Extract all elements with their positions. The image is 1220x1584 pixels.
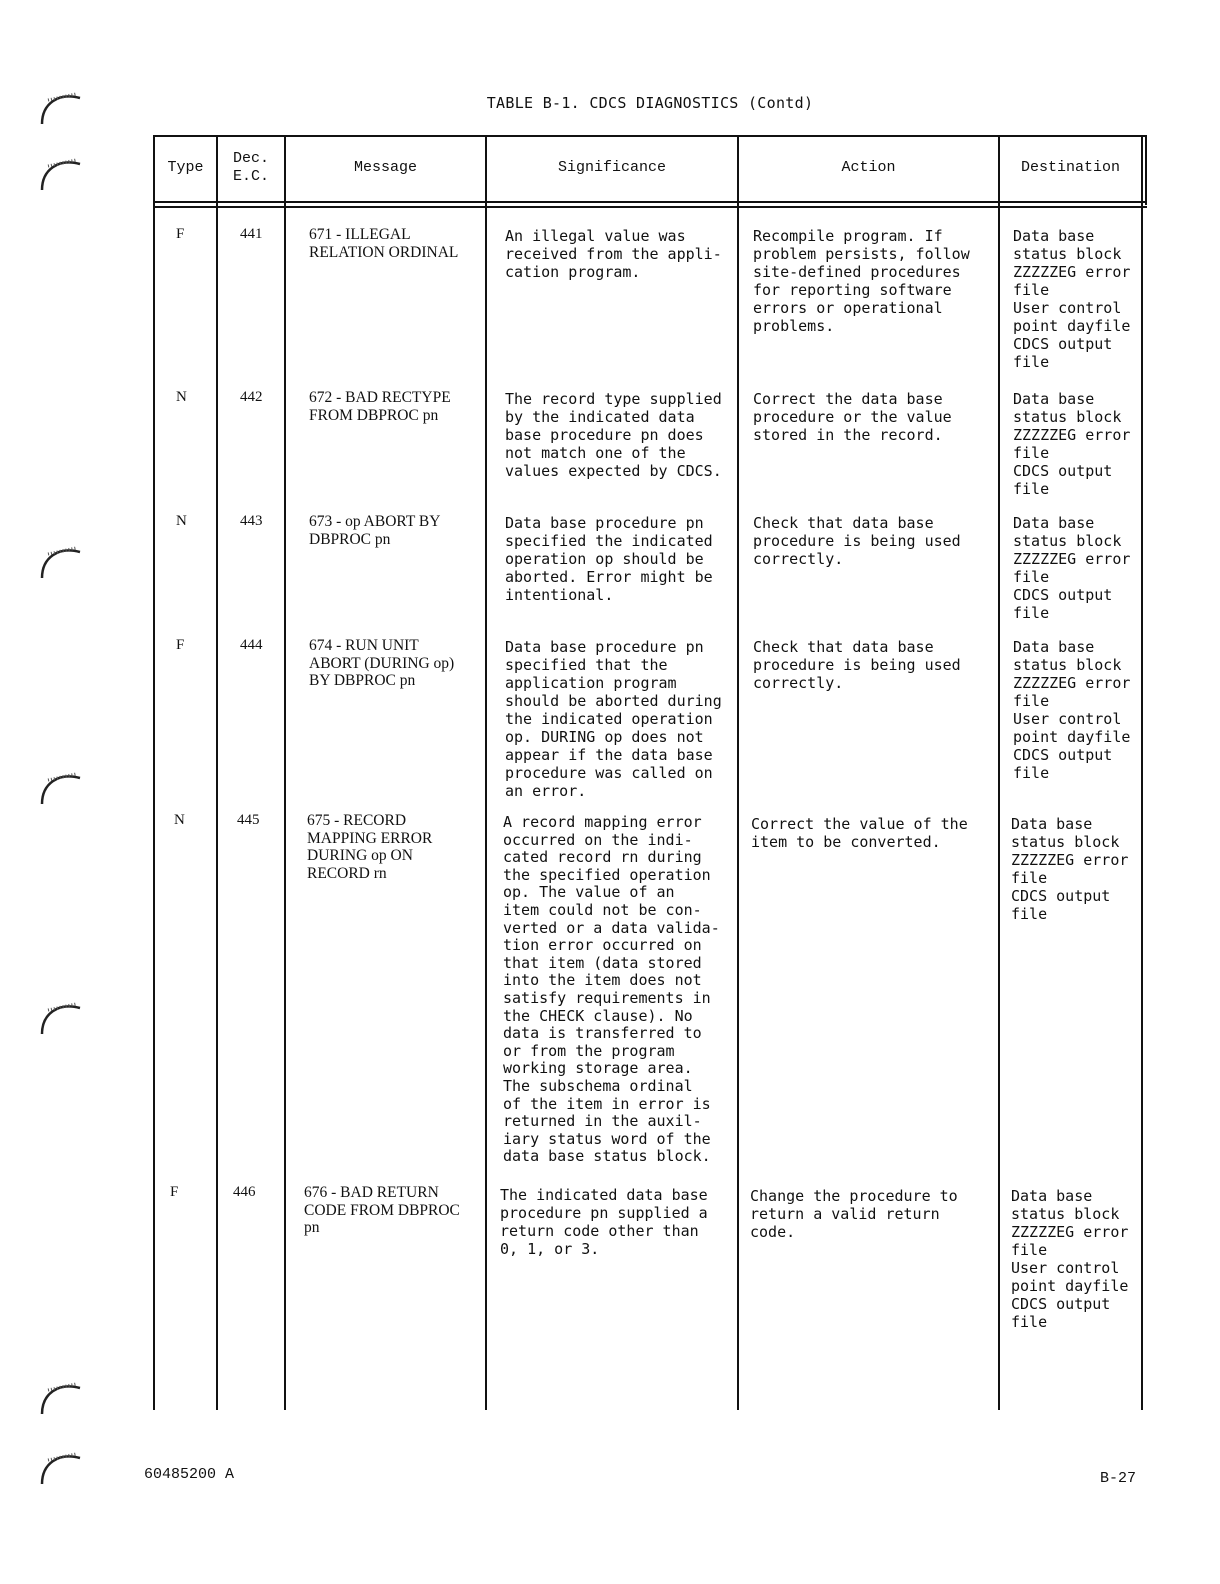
cell-significance: Data base procedure pn specified the indicated operation op should be aborted. Error might be intentional. <box>505 514 713 604</box>
cell-message: 674 - RUN UNIT ABORT (DURING op) BY DBPROC pn <box>309 637 455 689</box>
column-border <box>998 135 1000 1410</box>
cell-dec-ec: 444 <box>240 637 263 653</box>
header-significance: Significance <box>557 159 667 176</box>
cell-message: 672 - BAD RECTYPE FROM DBPROC pn <box>309 389 451 424</box>
cell-type: F <box>176 637 185 653</box>
cell-type: F <box>176 226 185 242</box>
cell-destination: Data base status block ZZZZZEG error file CDCS output file <box>1013 390 1131 498</box>
header-message: Message <box>353 159 417 176</box>
cell-significance: The indicated data base procedure pn supplied a return code other than 0, 1, or 3. <box>500 1186 708 1258</box>
cell-action: Correct the value of the item to be converted. <box>751 815 968 851</box>
cell-destination: Data base status block ZZZZZEG error file User control point dayfile CDCS output file <box>1011 1187 1129 1331</box>
column-border <box>153 135 155 1410</box>
cell-action: Recompile program. If problem persists, follow site-defined procedures for reporting software errors or operational problems. <box>753 227 970 335</box>
cell-type: F <box>170 1184 179 1200</box>
cell-destination: Data base status block ZZZZZEG error file CDCS output file <box>1013 514 1131 622</box>
cell-dec-ec: 441 <box>240 226 263 242</box>
column-border <box>216 135 218 1410</box>
cell-type: N <box>176 513 187 529</box>
cell-message: 673 - op ABORT BY DBPROC pn <box>309 513 441 548</box>
header-dec-ec: Dec. E.C. <box>232 150 269 185</box>
cell-dec-ec: 443 <box>240 513 263 529</box>
cell-action: Correct the data base procedure or the value stored in the record. <box>753 390 952 444</box>
cell-action: Check that data base procedure is being used correctly. <box>753 514 961 568</box>
cell-message: 676 - BAD RETURN CODE FROM DBPROC pn <box>304 1184 460 1236</box>
header-action: Action <box>841 159 896 176</box>
binder-hole-mark <box>38 540 84 580</box>
table-title: TABLE B-1. CDCS DIAGNOSTICS (Contd) <box>486 94 814 112</box>
page-number: B-27 <box>1099 1470 1136 1487</box>
column-border <box>485 135 487 1410</box>
cell-significance: Data base procedure pn specified that the application program should be aborted during the indicated operation op. DURING op does not appear if the data base procedure was called on an error. <box>505 638 722 800</box>
cell-destination: Data base status block ZZZZZEG error file User control point dayfile CDCS output file <box>1013 227 1131 371</box>
column-border <box>737 135 739 1410</box>
column-border <box>1141 135 1143 1410</box>
cell-significance: An illegal value was received from the appli- cation program. <box>505 227 722 281</box>
binder-hole-mark <box>38 996 84 1036</box>
binder-hole-mark <box>38 152 84 192</box>
document-number: 60485200 A <box>144 1466 235 1483</box>
cell-message: 675 - RECORD MAPPING ERROR DURING op ON RECORD rn <box>307 812 433 882</box>
binder-hole-mark <box>38 1376 84 1416</box>
cell-dec-ec: 446 <box>233 1184 256 1200</box>
cell-action: Change the procedure to return a valid return code. <box>750 1187 958 1241</box>
column-border <box>284 135 286 1410</box>
cell-type: N <box>174 812 185 828</box>
header-type: Type <box>167 159 204 176</box>
header-destination: Destination <box>1020 159 1121 176</box>
cell-significance: The record type supplied by the indicated data base procedure pn does not match one of the values expected by CDCS. <box>505 390 722 480</box>
cell-destination: Data base status block ZZZZZEG error file User control point dayfile CDCS output file <box>1013 638 1131 782</box>
cell-dec-ec: 445 <box>237 812 260 828</box>
cell-type: N <box>176 389 187 405</box>
binder-hole-mark <box>38 766 84 806</box>
cell-message: 671 - ILLEGAL RELATION ORDINAL <box>309 226 459 261</box>
cell-action: Check that data base procedure is being used correctly. <box>753 638 961 692</box>
cell-significance: A record mapping error occurred on the indi- cated record rn during the specified operation op. The value of an item could not be con- verted or a data valida- tion error occurred on that item (data stored into the item does not satisfy requirements in the CHECK clause). No data is transferred to or from the program working storage area. The subschema ordinal of the item in error is returned in the auxil- iary status word of the data base status block. <box>503 813 720 1166</box>
binder-hole-mark <box>38 1446 84 1486</box>
cell-dec-ec: 442 <box>240 389 263 405</box>
cell-destination: Data base status block ZZZZZEG error file CDCS output file <box>1011 815 1129 923</box>
diagnostics-table <box>153 135 1145 1410</box>
